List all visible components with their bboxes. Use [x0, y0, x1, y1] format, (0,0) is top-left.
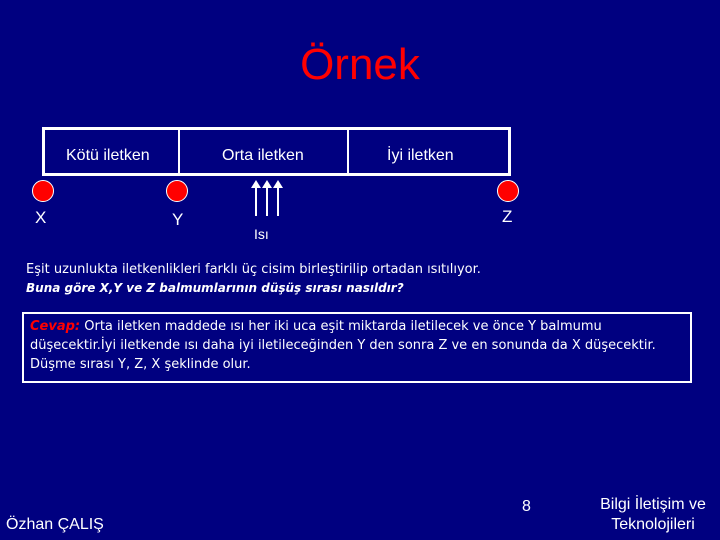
author-name: Özhan ÇALIŞ	[6, 516, 104, 533]
wax-ball-y	[166, 180, 188, 202]
answer-box	[22, 312, 692, 383]
heat-arrow-icon	[255, 186, 257, 216]
label-x: X	[35, 208, 47, 227]
label-z: Z	[502, 207, 513, 226]
label-y: Y	[172, 210, 184, 229]
answer-label: Cevap:	[30, 319, 81, 334]
wax-ball-x	[32, 180, 54, 202]
course-title-line-2: Teknolojileri	[611, 516, 695, 533]
question-line-1: Eşit uzunlukta iletkenlikleri farklı üç cisim birleştirilip ortadan ısıtılıyor.	[26, 262, 481, 277]
page-number: 8	[522, 498, 531, 515]
heat-arrow-icon	[266, 186, 268, 216]
heat-arrow-icon	[277, 186, 279, 216]
course-title	[588, 495, 718, 535]
question-line-2: Buna göre X,Y ve Z balmumlarının düşüş sırası nasıldır?	[26, 281, 404, 295]
heat-label: Isı	[254, 226, 269, 242]
segment-label-poor-conductor: Kötü iletken	[66, 147, 150, 164]
rod-divider	[347, 130, 349, 173]
slide-title: Örnek	[300, 40, 420, 89]
rod-divider	[178, 130, 180, 173]
wax-ball-z	[497, 180, 519, 202]
segment-label-medium-conductor: Orta iletken	[222, 147, 304, 164]
segment-label-good-conductor: İyi iletken	[387, 147, 454, 164]
course-title-line-1: Bilgi İletişim ve	[600, 496, 706, 513]
answer-text: Orta iletken maddede ısı her iki uca eşit miktarda iletilecek ve önce Y balmumu düşecektir.İyi iletkende ısı daha iyi iletileceğinden Y den sonra Z ve en sonunda da X düşecektir. Düşme sırası Y, Z, X şeklinde olur.	[30, 319, 656, 372]
